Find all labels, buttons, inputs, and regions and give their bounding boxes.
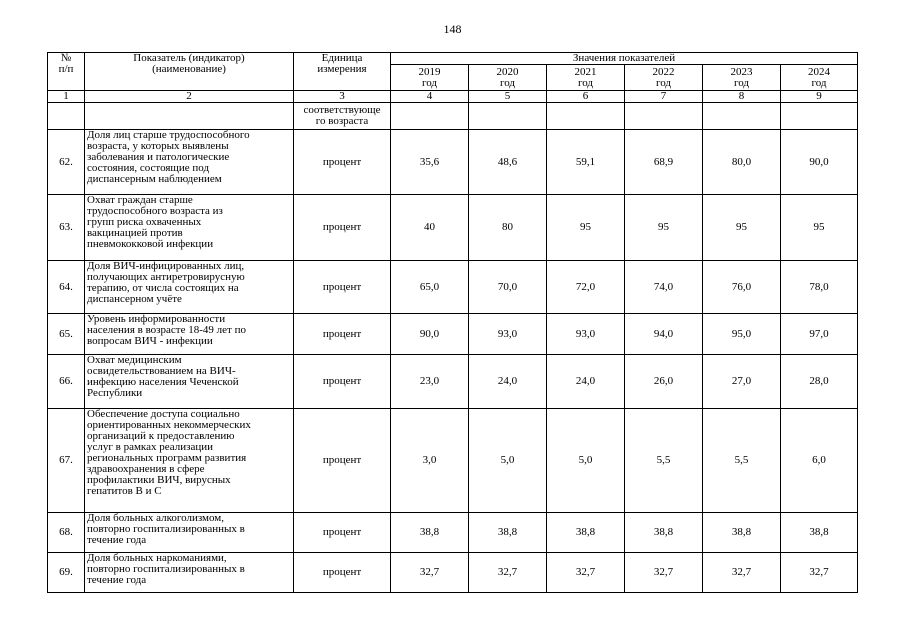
row-unit: процент xyxy=(294,553,391,593)
row-unit: процент xyxy=(294,261,391,314)
row-value-2023: 38,8 xyxy=(703,513,781,553)
row-value-2024: 6,0 xyxy=(781,409,858,513)
row-indicator-name xyxy=(85,314,294,355)
row-value-2021: 59,1 xyxy=(547,130,625,195)
column-index: 9 xyxy=(781,91,858,103)
row-value-2024: 28,0 xyxy=(781,355,858,409)
row-value-2021: 24,0 xyxy=(547,355,625,409)
header-year-label: год xyxy=(499,76,516,89)
row-value-2020: 70,0 xyxy=(469,261,547,314)
header-year-value: 2019 xyxy=(418,65,441,78)
row-value-2020: 24,0 xyxy=(469,355,547,409)
column-index: 3 xyxy=(294,91,391,103)
header-year-label: год xyxy=(733,76,750,89)
row-value-2020: 32,7 xyxy=(469,553,547,593)
column-index: 1 xyxy=(48,91,85,103)
row-indicator-line: диспансерным наблюдением xyxy=(87,173,222,185)
row-value-2023: 95 xyxy=(703,195,781,261)
header-indicator xyxy=(85,53,294,91)
row-value-2022: 5,5 xyxy=(625,409,703,513)
row-value-2022: 26,0 xyxy=(625,355,703,409)
header-year-1 xyxy=(391,65,469,91)
row-value-2022: 68,9 xyxy=(625,130,703,195)
header-unit xyxy=(294,53,391,91)
continuation-number-cell xyxy=(48,103,85,130)
row-number: 63. xyxy=(48,195,85,261)
row-value-2021: 72,0 xyxy=(547,261,625,314)
column-index: 4 xyxy=(391,91,469,103)
header-year-label: год xyxy=(811,76,827,89)
row-value-2023: 76,0 xyxy=(703,261,781,314)
row-indicator-line: организаций к предоставлению xyxy=(87,430,235,442)
header-year-4 xyxy=(625,65,703,91)
row-value-2020: 80 xyxy=(469,195,547,261)
row-number: 66. xyxy=(48,355,85,409)
row-indicator-line: течение года xyxy=(87,534,147,546)
row-value-2024: 97,0 xyxy=(781,314,858,355)
row-number: 62. xyxy=(48,130,85,195)
header-number-line1: № xyxy=(60,52,72,64)
row-indicator-line: состояния, состоящие под xyxy=(87,162,210,174)
row-indicator-line: возраста, у которых выявлены xyxy=(87,140,229,152)
row-indicator-line: здравоохранения в сфере xyxy=(87,463,205,475)
row-indicator-line: течение года xyxy=(87,574,147,586)
row-indicator-line: ориентированных некоммерческих xyxy=(87,419,251,431)
row-value-2019: 35,6 xyxy=(391,130,469,195)
table-row xyxy=(48,314,858,355)
row-value-2021: 93,0 xyxy=(547,314,625,355)
row-indicator-line: Охват медицинским xyxy=(87,354,182,366)
header-year-6 xyxy=(781,65,858,91)
row-indicator-line: Доля больных алкоголизмом, xyxy=(87,512,225,524)
continuation-unit-line2: го возраста xyxy=(315,115,369,127)
row-indicator-line: вопросам ВИЧ - инфекции xyxy=(87,335,213,347)
row-indicator-line: гепатитов В и С xyxy=(87,485,162,497)
row-indicator-line: освидетельствованием на ВИЧ- xyxy=(87,365,236,377)
column-index: 2 xyxy=(85,91,294,103)
header-year-value: 2022 xyxy=(652,65,675,78)
header-year-value: 2020 xyxy=(496,65,519,78)
row-unit: процент xyxy=(294,195,391,261)
row-value-2019: 65,0 xyxy=(391,261,469,314)
row-value-2024: 32,7 xyxy=(781,553,858,593)
continuation-indicator-cell xyxy=(85,103,294,130)
header-values-group: Значения показателей xyxy=(391,53,858,65)
row-value-2019: 90,0 xyxy=(391,314,469,355)
row-indicator-line: населения в возрасте 18-49 лет по xyxy=(87,324,246,336)
row-value-2022: 74,0 xyxy=(625,261,703,314)
row-value-2021: 38,8 xyxy=(547,513,625,553)
row-indicator-line: услуг в рамках реализации xyxy=(87,441,213,453)
row-value-2022: 95 xyxy=(625,195,703,261)
table-row-continuation xyxy=(48,103,858,130)
header-indicator-line2: (наименование) xyxy=(152,63,226,75)
row-unit: процент xyxy=(294,355,391,409)
row-indicator-name xyxy=(85,130,294,195)
row-value-2020: 5,0 xyxy=(469,409,547,513)
header-year-value: 2023 xyxy=(730,65,753,78)
header-year-value: 2024 xyxy=(808,65,831,78)
header-year-3 xyxy=(547,65,625,91)
continuation-value-cell xyxy=(625,103,703,130)
row-value-2023: 5,5 xyxy=(703,409,781,513)
row-indicator-line: Доля ВИЧ-инфицированных лиц, xyxy=(87,260,245,272)
row-value-2020: 38,8 xyxy=(469,513,547,553)
header-unit-line2: измерения xyxy=(317,63,367,75)
row-value-2019: 23,0 xyxy=(391,355,469,409)
row-value-2024: 95 xyxy=(781,195,858,261)
row-indicator-line: профилактики ВИЧ, вирусных xyxy=(87,474,231,486)
indicators-table xyxy=(47,52,858,593)
header-year-label: год xyxy=(421,76,438,89)
row-unit: процент xyxy=(294,513,391,553)
row-value-2022: 32,7 xyxy=(625,553,703,593)
row-indicator-line: групп риска охваченных xyxy=(87,216,202,228)
row-value-2023: 80,0 xyxy=(703,130,781,195)
continuation-unit-cell xyxy=(294,103,391,130)
continuation-value-cell xyxy=(781,103,858,130)
header-indicator-line1: Показатель (индикатор) xyxy=(133,52,245,64)
row-unit: процент xyxy=(294,409,391,513)
row-value-2023: 95,0 xyxy=(703,314,781,355)
row-value-2021: 95 xyxy=(547,195,625,261)
row-value-2024: 90,0 xyxy=(781,130,858,195)
row-value-2019: 32,7 xyxy=(391,553,469,593)
header-year-value: 2021 xyxy=(574,65,597,78)
row-indicator-line: диспансерном учёте xyxy=(87,293,182,305)
row-number: 68. xyxy=(48,513,85,553)
column-index: 7 xyxy=(625,91,703,103)
row-indicator-line: Обеспечение доступа социально xyxy=(87,408,240,420)
header-year-label: год xyxy=(655,76,672,89)
table-row xyxy=(48,261,858,314)
row-indicator-line: трудоспособного возраста из xyxy=(87,205,223,217)
row-indicator-name xyxy=(85,195,294,261)
row-indicator-line: Охват граждан старше xyxy=(87,194,193,206)
row-value-2023: 32,7 xyxy=(703,553,781,593)
row-indicator-line: региональных программ развития xyxy=(87,452,247,464)
row-indicator-line: Доля лиц старше трудоспособного xyxy=(87,129,250,141)
row-indicator-line: терапию, от числа состоящих на xyxy=(87,282,239,294)
row-indicator-line: вакцинацией против xyxy=(87,227,183,239)
row-value-2019: 3,0 xyxy=(391,409,469,513)
row-value-2024: 78,0 xyxy=(781,261,858,314)
table-row xyxy=(48,409,858,513)
column-index: 8 xyxy=(703,91,781,103)
table-row xyxy=(48,355,858,409)
table-row xyxy=(48,513,858,553)
row-indicator-name xyxy=(85,409,294,513)
continuation-value-cell xyxy=(391,103,469,130)
row-value-2021: 5,0 xyxy=(547,409,625,513)
table-row xyxy=(48,553,858,593)
row-number: 69. xyxy=(48,553,85,593)
row-indicator-line: повторно госпитализированных в xyxy=(87,523,245,535)
header-year-2 xyxy=(469,65,547,91)
row-value-2020: 93,0 xyxy=(469,314,547,355)
row-indicator-line: инфекцию населения Чеченской xyxy=(87,376,239,388)
row-indicator-line: повторно госпитализированных в xyxy=(87,563,245,575)
row-indicator-name xyxy=(85,355,294,409)
row-value-2021: 32,7 xyxy=(547,553,625,593)
row-number: 67. xyxy=(48,409,85,513)
row-number: 64. xyxy=(48,261,85,314)
continuation-value-cell xyxy=(469,103,547,130)
row-unit: процент xyxy=(294,130,391,195)
row-value-2024: 38,8 xyxy=(781,513,858,553)
row-value-2023: 27,0 xyxy=(703,355,781,409)
row-value-2019: 38,8 xyxy=(391,513,469,553)
row-value-2019: 40 xyxy=(391,195,469,261)
table-row xyxy=(48,195,858,261)
row-indicator-name xyxy=(85,261,294,314)
row-value-2020: 48,6 xyxy=(469,130,547,195)
row-indicator-line: получающих антиретровирусную xyxy=(87,271,245,283)
column-index: 6 xyxy=(547,91,625,103)
continuation-value-cell xyxy=(703,103,781,130)
row-indicator-line: Республики xyxy=(87,387,143,399)
row-indicator-name xyxy=(85,553,294,593)
row-value-2022: 38,8 xyxy=(625,513,703,553)
continuation-value-cell xyxy=(547,103,625,130)
row-indicator-line: заболевания и патологические xyxy=(87,151,230,163)
header-unit-line1: Единица xyxy=(321,52,363,64)
row-unit: процент xyxy=(294,314,391,355)
header-number xyxy=(48,53,85,91)
column-index: 5 xyxy=(469,91,547,103)
row-indicator-name xyxy=(85,513,294,553)
header-year-label: год xyxy=(577,76,594,89)
row-indicator-line: пневмококковой инфекции xyxy=(87,238,214,250)
continuation-unit-line1: соответствующе xyxy=(303,104,381,116)
header-year-5 xyxy=(703,65,781,91)
page-number: 148 xyxy=(443,22,462,36)
row-indicator-line: Доля больных наркоманиями, xyxy=(87,552,227,564)
row-number: 65. xyxy=(48,314,85,355)
header-number-line2: п/п xyxy=(58,63,74,75)
row-value-2022: 94,0 xyxy=(625,314,703,355)
table-row xyxy=(48,130,858,195)
row-indicator-line: Уровень информированности xyxy=(87,313,226,325)
